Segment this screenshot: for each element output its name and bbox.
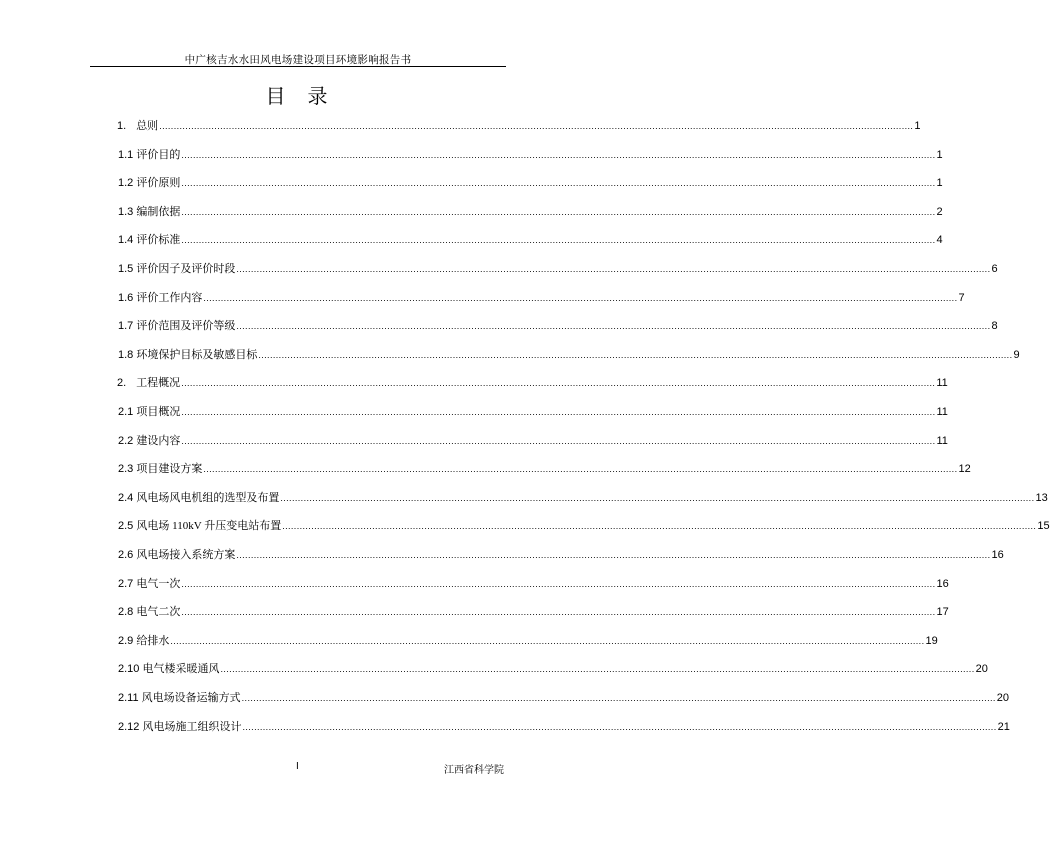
toc-entry-number: 2.8 (118, 606, 137, 619)
toc-entry-number: 2.4 (118, 491, 137, 504)
toc-section-entry[interactable] (118, 634, 938, 648)
toc-entry-label: 风电场 110kV 升压变电站布置 (136, 520, 282, 533)
toc-section-entry[interactable] (118, 148, 943, 162)
toc-title-char-1: 目 (265, 86, 288, 108)
toc-entry-page: 11 (936, 406, 948, 418)
toc-entry-label: 环境保护目标及敏感目标 (136, 348, 258, 361)
toc-section-entry[interactable] (118, 462, 971, 476)
toc-entry-page: 2 (936, 205, 943, 218)
toc-entry-number: 2.9 (118, 634, 137, 647)
toc-entry-page: 16 (936, 577, 949, 590)
toc-entry-number: 1.4 (118, 234, 137, 247)
toc-section-entry[interactable] (118, 176, 943, 190)
toc-section-entry[interactable] (118, 548, 1004, 562)
toc-entry-number: 1.1 (118, 148, 137, 161)
toc-section-entry[interactable] (118, 434, 948, 448)
toc-chapter-entry[interactable] (117, 119, 921, 133)
toc-entry-page: 1 (914, 120, 921, 132)
toc-entry-number: 2. (117, 377, 127, 390)
dot-leader: .................................................................................................................................................................................................................................................................... (242, 721, 997, 732)
toc-section-entry[interactable] (118, 691, 1010, 705)
toc-entry-label: 项目建设方案 (136, 463, 203, 476)
toc-section-entry[interactable] (118, 491, 1048, 505)
footer-organization: 江西省科学院 (444, 765, 504, 776)
toc-section-entry[interactable] (118, 405, 948, 419)
toc-entry-page: 12 (958, 463, 971, 476)
toc-entry-label: 给排水 (136, 634, 170, 647)
toc-section-entry[interactable] (118, 519, 1050, 533)
toc-entry-page: 1 (936, 177, 943, 190)
toc-entry-label: 风电场设备运输方式 (141, 692, 241, 704)
toc-entry-label: 风电场风电机组的选型及布置 (136, 491, 280, 504)
toc-entry-page: 1 (936, 148, 943, 161)
toc-entry-label: 风电场接入系统方案 (136, 549, 236, 561)
dot-leader: .................................................................................................................................................................................................................................................................... (236, 264, 991, 274)
dot-leader: .................................................................................................................................................................................................................................................................... (282, 521, 1037, 532)
toc-section-entry[interactable] (118, 233, 943, 247)
toc-entry-number: 2.1 (118, 406, 137, 418)
toc-entry-number: 2.2 (118, 434, 137, 447)
toc-section-entry[interactable] (118, 262, 998, 276)
toc-entry-page: 15 (1037, 520, 1050, 533)
dot-leader: .................................................................................................................................................................................................................................................................... (280, 492, 1035, 503)
toc-entry-number: 2.12 (118, 720, 143, 733)
dot-leader: .................................................................................................................................................................................................................................................................... (181, 206, 936, 217)
toc-entry-number: 1.2 (118, 177, 137, 190)
toc-section-entry[interactable] (118, 348, 1020, 362)
dot-leader: .................................................................................................................................................................................................................................................................... (258, 349, 1013, 360)
toc-entry-label: 编制依据 (136, 205, 181, 218)
dot-leader: .................................................................................................................................................................................................................................................................... (181, 607, 936, 618)
toc-entry-label: 建设内容 (136, 434, 181, 447)
toc-entry-number: 2.6 (118, 549, 137, 561)
toc-entry-label: 评价因子及评价时段 (136, 263, 236, 275)
toc-entry-page: 20 (975, 663, 988, 676)
toc-chapter-entry[interactable] (117, 376, 948, 390)
toc-entry-page: 8 (991, 320, 998, 333)
toc-entry-page: 7 (958, 291, 965, 304)
dot-leader: .................................................................................................................................................................................................................................................................... (181, 178, 936, 189)
toc-entry-number: 1.6 (118, 291, 137, 304)
toc-entry-number: 1. (117, 120, 127, 132)
toc-entry-label: 项目概况 (136, 406, 181, 418)
toc-entry-label: 电气一次 (136, 577, 181, 590)
toc-entry-page: 16 (991, 549, 1004, 561)
footer-page-number: I (296, 761, 299, 772)
dot-leader: .................................................................................................................................................................................................................................................................... (181, 149, 936, 160)
toc-entry-label: 评价原则 (136, 177, 181, 190)
toc-entry-page: 20 (996, 692, 1010, 704)
toc-section-entry[interactable] (118, 720, 1010, 734)
dot-leader: .................................................................................................................................................................................................................................................................... (181, 378, 936, 389)
dot-leader: .................................................................................................................................................................................................................................................................... (203, 464, 958, 475)
toc-entry-label: 评价范围及评价等级 (136, 320, 236, 333)
dot-leader: .................................................................................................................................................................................................................................................................... (181, 578, 936, 589)
toc-section-entry[interactable] (118, 205, 943, 219)
toc-entry-page: 13 (1035, 491, 1048, 504)
toc-entry-label: 风电场施工组织设计 (142, 720, 242, 733)
toc-entry-page: 11 (936, 434, 948, 447)
toc-section-entry[interactable] (118, 577, 949, 591)
toc-entry-number: 2.11 (118, 692, 142, 704)
toc-entry-label: 评价目的 (136, 148, 181, 161)
toc-entry-label: 评价工作内容 (136, 291, 203, 304)
page-header: 中广核吉水水田风电场建设项目环境影响报告书 (184, 55, 412, 66)
toc-section-entry[interactable] (118, 291, 965, 305)
dot-leader: .................................................................................................................................................................................................................................................................... (159, 121, 914, 131)
toc-entry-number: 1.7 (118, 320, 137, 333)
dot-leader: .................................................................................................................................................................................................................................................................... (203, 292, 958, 303)
toc-entry-number: 2.10 (118, 663, 143, 676)
toc-entry-label: 电气楼采暖通风 (142, 663, 220, 676)
toc-entry-page: 9 (1013, 348, 1020, 361)
toc-entry-label: 工程概况 (136, 377, 181, 390)
toc-entry-label: 总则 (136, 120, 159, 132)
toc-section-entry[interactable] (118, 319, 998, 333)
toc-entry-number: 2.5 (118, 520, 137, 533)
toc-entry-label: 电气二次 (136, 606, 181, 619)
toc-entry-page: 21 (997, 720, 1010, 733)
toc-section-entry[interactable] (118, 605, 949, 619)
toc-entry-page: 19 (925, 634, 938, 647)
toc-title-char-2: 录 (307, 86, 330, 108)
toc-entry-page: 4 (936, 234, 943, 247)
toc-entry-page: 6 (991, 263, 998, 275)
toc-section-entry[interactable] (118, 662, 988, 676)
toc-entry-number: 1.3 (118, 205, 137, 218)
toc-entry-number: 2.3 (118, 463, 137, 476)
dot-leader: .................................................................................................................................................................................................................................................................... (181, 407, 936, 417)
dot-leader: .................................................................................................................................................................................................................................................................... (181, 235, 936, 246)
dot-leader: .................................................................................................................................................................................................................................................................... (170, 635, 925, 646)
toc-entry-label: 评价标准 (136, 234, 181, 247)
toc-entry-number: 1.5 (118, 263, 137, 275)
toc-entry-page: 11 (936, 377, 948, 390)
toc-entry-number: 1.8 (118, 348, 137, 361)
dot-leader: .................................................................................................................................................................................................................................................................... (241, 693, 996, 703)
dot-leader: .................................................................................................................................................................................................................................................................... (220, 664, 975, 675)
dot-leader: .................................................................................................................................................................................................................................................................... (181, 435, 936, 446)
toc-entry-number: 2.7 (118, 577, 137, 590)
dot-leader: .................................................................................................................................................................................................................................................................... (236, 321, 991, 332)
toc-entry-page: 17 (936, 606, 949, 619)
dot-leader: .................................................................................................................................................................................................................................................................... (236, 550, 991, 560)
